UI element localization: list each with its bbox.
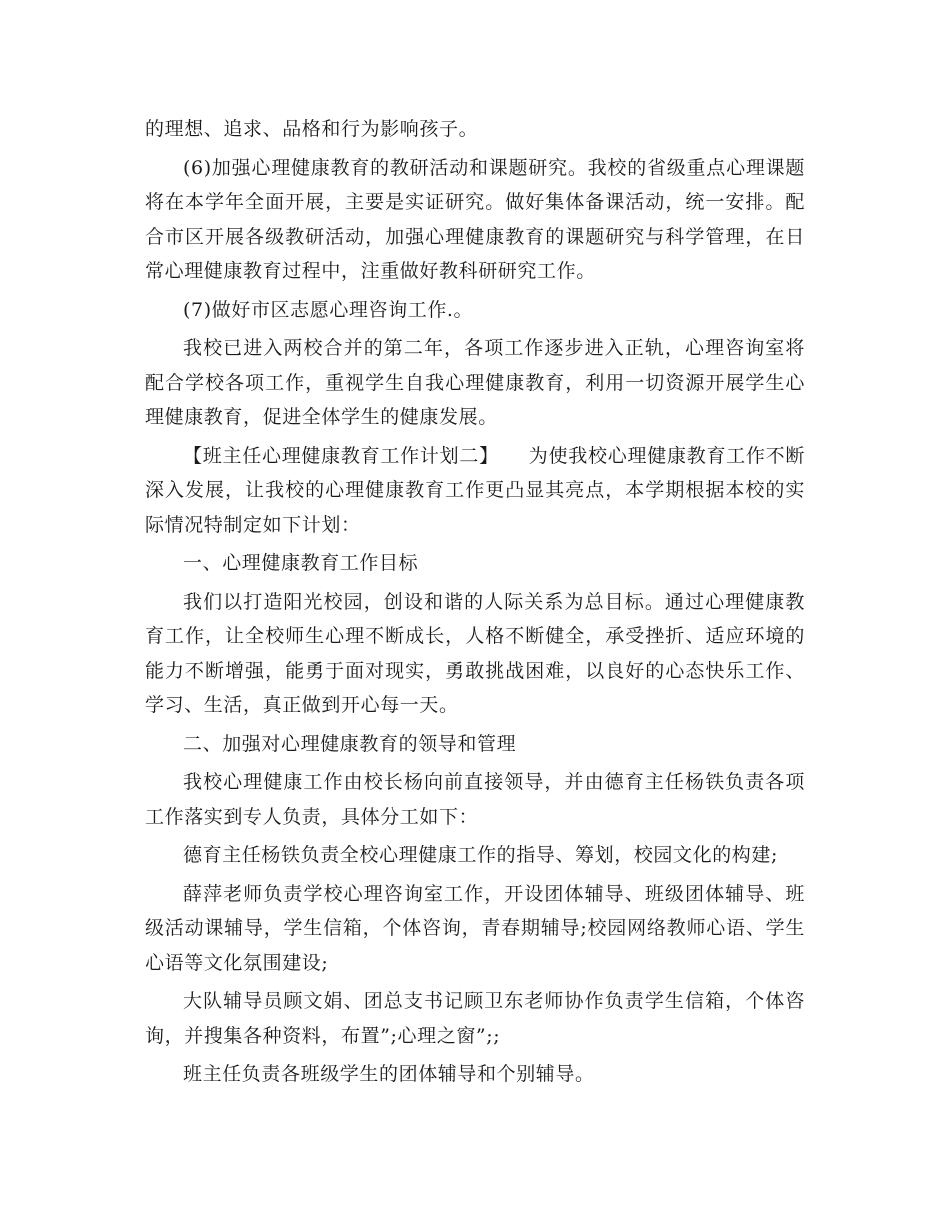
paragraph-plan-two-intro: 【班主任心理健康教育工作计划二】 为使我校心理健康教育工作不断深入发展，让我校的心理健康教育工作更凸显其亮点，本学期根据本校的实际情况特制定如下计划： [145, 444, 805, 536]
paragraph-duty-counselors-assist: 大队辅导员顾文娟、团总支书记顾卫东老师协作负责学生信箱，个体咨询，并搜集各种资料，布置”;心理之窗”;; [145, 990, 805, 1047]
paragraph-goals: 我们以打造阳光校园，创设和谐的人际关系为总目标。通过心理健康教育工作，让全校师生心理不断成长，人格不断健全，承受挫折、适应环境的能力不断增强，能勇于面对现实，勇敢挑战困难，以良好的心态快乐工作、学习、生活，真正做到开心每一天。 [145, 590, 805, 716]
paragraph-continuation: 的理想、追求、品格和行为影响孩子。 [145, 118, 479, 140]
document-page [145, 112, 805, 1096]
paragraph-summary: 我校已进入两校合并的第二年，各项工作逐步进入正轨，心理咨询室将配合学校各项工作，重视学生自我心理健康教育，利用一切资源开展学生心理健康教育，促进全体学生的健康发展。 [145, 337, 805, 428]
paragraph-duty-director: 德育主任杨铁负责全校心理健康工作的指导、筹划，校园文化的构建; [183, 844, 779, 866]
paragraph-item-7: (7)做好市区志愿心理咨询工作.。 [183, 298, 474, 321]
section-heading-leadership: 二、加强对心理健康教育的领导和管理 [183, 732, 517, 755]
paragraph-duty-class-teachers: 班主任负责各班级学生的团体辅导和个别辅导。 [183, 1063, 595, 1085]
paragraph-duty-counselor: 薛萍老师负责学校心理咨询室工作，开设团体辅导、班级团体辅导、班级活动课辅导，学生信箱，个体咨询，青春期辅导;校园网络教师心语、学生心语等文化氛围建设; [145, 882, 805, 974]
paragraph-item-6: (6)加强心理健康教育的教研活动和课题研究。我校的省级重点心理课题将在本学年全面开展，主要是实证研究。做好集体备课活动，统一安排。配合市区开展各级教研活动，加强心理健康教育的课题研究与科学管理，在日常心理健康教育过程中，注重做好教科研研究工作。 [145, 156, 805, 282]
section-heading-goals: 一、心理健康教育工作目标 [183, 552, 419, 574]
paragraph-leadership: 我校心理健康工作由校长杨向前直接领导，并由德育主任杨铁负责各项工作落实到专人负责，具体分工如下： [145, 771, 805, 828]
